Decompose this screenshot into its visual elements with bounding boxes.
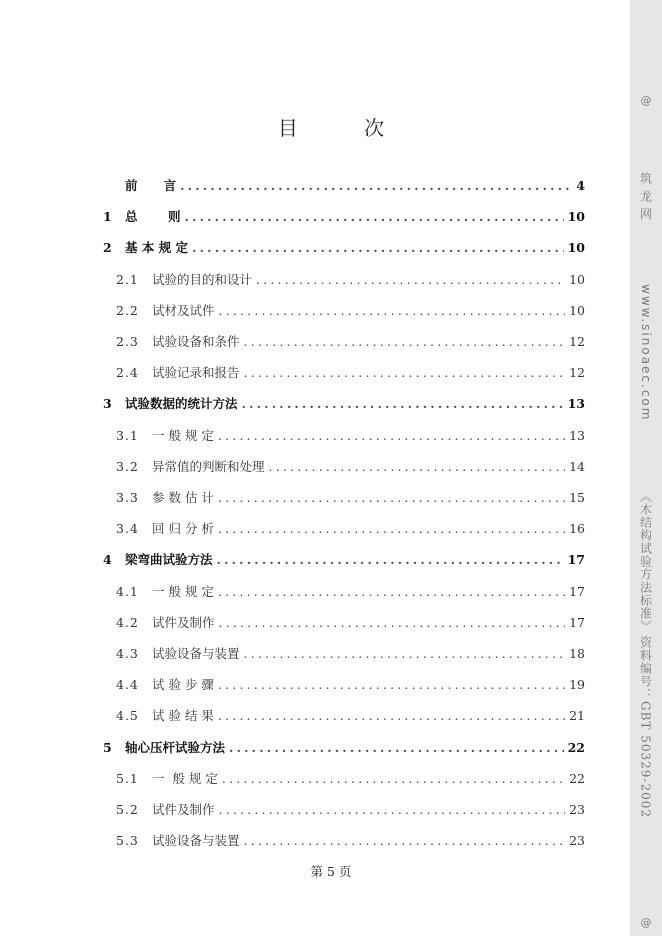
toc-entry-page: 17	[569, 583, 585, 599]
toc-dot-leader	[218, 583, 565, 601]
toc-chapter-entry[interactable]	[103, 551, 585, 569]
toc-entry-label: 试验记录和报告	[152, 365, 240, 381]
toc-dot-leader	[180, 177, 571, 195]
toc-section-entry[interactable]	[116, 364, 585, 382]
toc-entry-label: 轴心压杆试验方法	[125, 739, 226, 755]
toc-dot-leader	[242, 395, 564, 413]
toc-entry-page: 12	[569, 334, 585, 349]
toc-entry-label: 一 般 规 定	[152, 770, 218, 786]
toc-dot-leader	[218, 676, 565, 694]
toc-entry-number: 5.1	[116, 770, 139, 786]
toc-entry-number: 3	[103, 396, 112, 412]
toc-entry-number: 2.1	[116, 271, 139, 287]
toc-entry-label: 回 归 分 析	[152, 521, 214, 537]
toc-section-entry[interactable]	[116, 707, 585, 725]
at-symbol-icon: @	[640, 916, 652, 929]
toc-entry-number: 1	[103, 209, 112, 225]
toc-entry-number: 2.3	[116, 334, 139, 349]
toc-section-entry[interactable]	[116, 458, 585, 476]
toc-entry-number: 4	[103, 552, 112, 568]
toc-dot-leader	[219, 614, 566, 632]
toc-entry-number: 3.4	[116, 521, 139, 537]
toc-entry-page: 18	[569, 646, 585, 661]
toc-entry-number: 4.2	[116, 614, 139, 630]
toc-entry-page: 10	[567, 240, 585, 256]
toc-entry-page: 13	[567, 396, 585, 412]
toc-section-entry[interactable]	[116, 427, 585, 445]
toc-dot-leader	[269, 458, 566, 476]
at-symbol-icon: @	[640, 94, 652, 107]
toc-entry-page: 22	[567, 739, 585, 755]
toc-dot-leader	[222, 770, 565, 788]
toc-entry-number: 5.3	[116, 833, 139, 849]
side-book-title: 《木结构试验方法标准》	[638, 490, 653, 633]
page-number: 第 5 页	[310, 864, 352, 879]
toc-dot-leader	[218, 520, 565, 538]
toc-dot-leader	[244, 645, 566, 663]
toc-entry-number: 2.4	[116, 365, 139, 381]
toc-chapter-entry[interactable]	[103, 177, 585, 195]
toc-dot-leader	[219, 801, 566, 819]
toc-dot-leader	[218, 427, 565, 445]
toc-entry-page: 10	[567, 209, 585, 225]
toc-section-entry[interactable]	[116, 801, 585, 819]
toc-section-entry[interactable]	[116, 520, 585, 538]
toc-entry-label: 异常值的判断和处理	[152, 458, 265, 474]
toc-entry-number: 5.2	[116, 802, 139, 817]
toc-dot-leader	[244, 364, 566, 382]
side-watermark-strip	[630, 0, 662, 936]
toc-entry-page: 17	[567, 552, 585, 568]
toc-entry-page: 22	[569, 770, 585, 786]
toc-entry-label: 总 则	[125, 209, 181, 225]
toc-section-entry[interactable]	[116, 832, 585, 850]
toc-entry-label: 试验设备与装置	[152, 833, 240, 849]
side-mark-bottom	[630, 916, 662, 929]
toc-entry-label: 前 言	[125, 178, 177, 193]
toc-dot-leader	[218, 707, 565, 725]
toc-section-entry[interactable]	[116, 645, 585, 663]
toc-section-entry[interactable]	[116, 583, 585, 601]
toc-section-entry[interactable]	[116, 676, 585, 694]
toc-dot-leader	[184, 208, 563, 226]
page-title: 目 次	[277, 116, 415, 140]
toc-entry-page: 21	[569, 708, 585, 724]
toc-entry-number: 2	[103, 240, 112, 256]
toc-entry-number: 2.2	[116, 302, 139, 318]
toc-entry-page: 10	[569, 271, 585, 287]
toc-entry-page: 23	[569, 802, 585, 817]
toc-entry-label: 试件及制作	[152, 614, 215, 630]
toc-entry-number: 4.3	[116, 646, 139, 661]
toc-entry-number: 5	[103, 739, 112, 755]
toc-section-entry[interactable]	[116, 770, 585, 788]
toc-dot-leader	[218, 489, 565, 507]
side-doc-number: 资料编号：GBT 50329-2002	[638, 636, 653, 818]
toc-entry-page: 17	[569, 614, 585, 630]
toc-entry-page: 4	[576, 178, 585, 193]
toc-entry-label: 一 般 规 定	[152, 427, 214, 443]
toc-entry-page: 15	[569, 490, 585, 505]
toc-entry-page: 12	[569, 365, 585, 381]
toc-entry-number: 3.3	[116, 490, 139, 505]
toc-dot-leader	[229, 739, 564, 757]
toc-dot-leader	[244, 832, 566, 850]
toc-entry-label: 一 般 规 定	[152, 583, 214, 599]
side-url: www.sinoaec.com	[639, 284, 653, 422]
toc-entry-number: 4.5	[116, 708, 139, 724]
side-mark-top	[630, 94, 662, 107]
toc-section-entry[interactable]	[116, 489, 585, 507]
toc-entry-label: 试验设备和条件	[152, 334, 240, 349]
toc-dot-leader	[192, 239, 564, 257]
toc-chapter-entry[interactable]	[103, 208, 585, 226]
side-site-name: 筑 龙 网	[638, 172, 653, 221]
toc-chapter-entry[interactable]	[103, 239, 585, 257]
toc-entry-label: 参 数 估 计	[152, 490, 214, 505]
toc-entry-page: 14	[569, 458, 585, 474]
toc-section-entry[interactable]	[116, 302, 585, 320]
toc-entry-label: 试件及制作	[152, 802, 215, 817]
toc-section-entry[interactable]	[116, 614, 585, 632]
toc-entry-label: 基 本 规 定	[125, 240, 189, 256]
toc-entry-page: 16	[569, 521, 585, 537]
toc-entry-label: 试验设备与装置	[152, 646, 240, 661]
toc-entry-label: 试 验 结 果	[152, 708, 214, 724]
toc-entry-number: 4.4	[116, 677, 139, 693]
toc-dot-leader	[256, 271, 565, 289]
toc-entry-label: 试材及试件	[152, 302, 215, 318]
toc-entry-number: 3.1	[116, 427, 139, 443]
toc-entry-label: 梁弯曲试验方法	[125, 552, 213, 568]
toc-entry-label: 试 验 步 骤	[152, 677, 214, 693]
toc-section-entry[interactable]	[116, 333, 585, 351]
toc-entry-number: 3.2	[116, 458, 139, 474]
toc-dot-leader	[244, 333, 566, 351]
toc-entry-page: 10	[569, 302, 585, 318]
toc-entry-page: 23	[569, 833, 585, 849]
toc-entry-number: 4.1	[116, 583, 139, 599]
toc-entry-label: 试验的目的和设计	[152, 271, 253, 287]
toc-chapter-entry[interactable]	[103, 395, 585, 413]
toc-entry-label: 试验数据的统计方法	[125, 396, 238, 412]
toc-entry-page: 13	[569, 427, 585, 443]
toc-section-entry[interactable]	[116, 271, 585, 289]
toc-chapter-entry[interactable]	[103, 739, 585, 757]
toc-entry-page: 19	[569, 677, 585, 693]
toc-dot-leader	[219, 302, 566, 320]
toc-dot-leader	[217, 551, 564, 569]
